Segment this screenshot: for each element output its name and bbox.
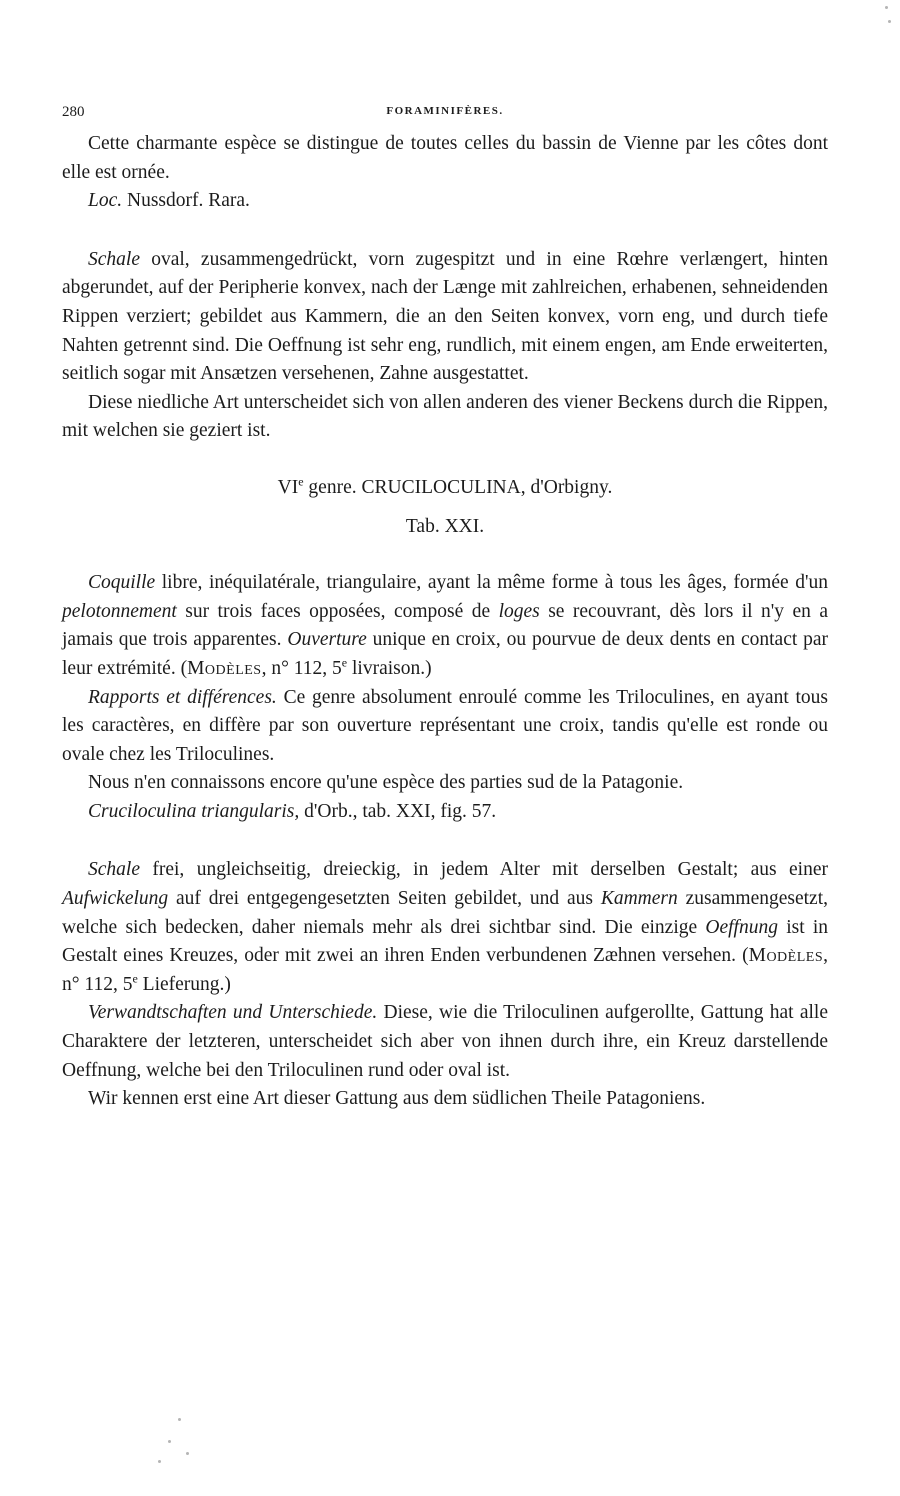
scan-speck <box>168 1440 171 1443</box>
german-genus-text-b: auf drei entgegengesetzten Seiten gebildet, und aus <box>176 888 593 910</box>
french-genus-paragraph-2 <box>62 684 828 770</box>
term-loges: loges <box>498 600 540 622</box>
german-genus-text-f: Lieferung.) <box>142 973 231 995</box>
german-genus-text-a: frei, ungleichseitig, dreieckig, in jedem Alter mit derselben Gestalt; aus einer <box>152 859 828 881</box>
locality-line <box>62 187 828 216</box>
term-pelotonnement: pelotonnement <box>62 600 177 622</box>
german-species-label: Schale <box>88 248 140 270</box>
running-title: FORAMINIFÈRES. <box>386 105 504 117</box>
german-genus-text-e: , n° 112, 5 <box>62 945 828 995</box>
page-number: 280 <box>62 104 85 120</box>
scan-speck <box>885 6 888 9</box>
genre-number: VI <box>277 476 299 498</box>
page-header <box>62 104 828 126</box>
genre-number-sup: e <box>298 474 304 489</box>
german-genus-paragraph-1 <box>62 856 828 999</box>
scan-speck <box>186 1452 189 1455</box>
french-genus-paragraph-4 <box>62 798 828 827</box>
french-genus-text-3: Nous n'en connaissons encore qu'une espèce des parties sud de la Patagonie. <box>88 772 684 794</box>
french-genus-text-2: Ce genre absolument enroulé comme les Triloculines, en ayant tous les caractères, en diffère par son ouverture représentant une croix, tandis qu'elle est ronde ou ovale chez les Triloculines. <box>62 686 829 765</box>
species-name: Cruciloculina triangularis, <box>88 800 300 822</box>
german-genus-text-d: ist in Gestalt eines Kreuzes, oder mit zwei an ihren Enden verbundenen Zæhnen versehen. ( <box>62 916 829 967</box>
term-oeffnung: Oeffnung <box>705 916 778 938</box>
german-species-text-2: Diese niedliche Art unterscheidet sich von allen anderen des viener Beckens durch die Rippen, mit welchen sie geziert ist. <box>62 391 828 442</box>
german-genus-text-3: Wir kennen erst eine Art dieser Gattung aus dem südlichen Theile Patagoniens. <box>88 1088 706 1110</box>
german-genus-text-2: Diese, wie die Triloculinen aufgerollte, Gattung hat alle Charaktere der letzteren, unterscheidet sich aber von ihnen durch ihre, ein Kreuz darstellende Oeffnung, welche bei den Triloculinen rund oder oval ist. <box>62 1002 828 1081</box>
term-kammern: Kammern <box>600 888 678 910</box>
modeles-label: Modèles <box>748 945 824 967</box>
term-ouverture: Ouverture <box>287 629 367 651</box>
german-species-paragraph-1 <box>62 246 828 389</box>
french-genus-text-a: libre, inéquilatérale, triangulaire, ayant la même forme à tous les âges, formée d'un <box>161 572 829 594</box>
verwandtschaften-label: Verwandtschaften und Unterschiede. <box>88 1002 378 1024</box>
german-genus-paragraph-2 <box>62 999 828 1085</box>
german-species-paragraph-2 <box>62 389 828 446</box>
locality-label: Loc. <box>88 190 123 212</box>
scan-speck <box>158 1460 161 1463</box>
french-genus-paragraph-3 <box>62 769 828 798</box>
french-genus-text-e: , n° 112, 5 <box>261 657 342 679</box>
french-genus-text-b: sur trois faces opposées, composé de <box>185 600 491 622</box>
french-genus-text-f: livraison.) <box>352 657 432 679</box>
french-genus-text-d: unique en croix, ou pourvue de deux dents en contact par leur extrémité. ( <box>62 629 829 679</box>
scan-speck <box>178 1418 181 1421</box>
plate-reference: Tab. XXI. <box>405 515 485 537</box>
models-label: Modèles <box>187 657 262 679</box>
term-aufwickelung: Aufwickelung <box>62 888 169 910</box>
schale-label: Schale <box>88 859 140 881</box>
french-genus-text-4: d'Orb., tab. XXI, fig. 57. <box>304 800 497 822</box>
german-genus-text-c: zusammengesetzt, welche sich bedecken, daher niemals mehr als drei sichtbar sind. Die einzige <box>62 888 828 938</box>
locality-text: Nussdorf. Rara. <box>127 190 250 212</box>
german-species-text-1: oval, zusammengedrückt, vorn zugespitzt und in eine Rœhre verlængert, hinten abgerundet, auf der Peripherie konvex, nach der Længe mit zahlreichen, erhabenen, sehneidenden Rippen verziert; gebildet aus Kammern, die an den Seiten konvex, vorn eng, und durch tiefe Nahten getrennt sind. Die Oeffnung ist sehr eng, rundlich, mit einem engen, am Ende erweiterten, seitlich sogar mit Ansætzen versehenen, Zahne ausgestattet. <box>62 248 829 385</box>
german-genus-sup: e <box>132 971 138 986</box>
french-genus-paragraph-1 <box>62 569 828 683</box>
french-genus-sup: e <box>341 655 348 670</box>
genre-heading <box>62 474 828 503</box>
genre-title: genre. CRUCILOCULINA, d'Orbigny. <box>308 476 613 498</box>
coquille-label: Coquille <box>88 572 156 594</box>
scan-speck <box>888 20 891 23</box>
rapports-label: Rapports et différences. <box>88 686 277 708</box>
intro-paragraph <box>62 130 828 187</box>
page-body <box>62 130 828 1114</box>
german-genus-paragraph-3 <box>62 1085 828 1114</box>
intro-text: Cette charmante espèce se distingue de toutes celles du bassin de Vienne par les côtes dont elle est ornée. <box>62 133 828 183</box>
french-genus-text-c: se recouvrant, dès lors il n'y en a jamais que trois apparentes. <box>62 600 828 651</box>
